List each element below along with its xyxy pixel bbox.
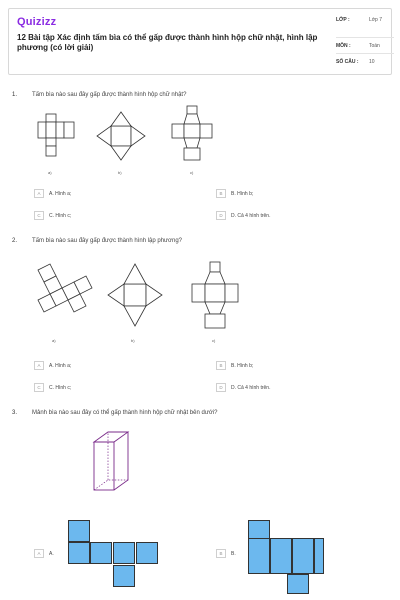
question-number: 2. bbox=[12, 238, 18, 244]
net-face bbox=[136, 542, 158, 564]
option-letter-box: D bbox=[216, 211, 226, 220]
meta-divider bbox=[336, 53, 394, 54]
meta-class-value: Lớp 7 bbox=[369, 17, 383, 23]
question-text: Tấm bìa nào sau đây gấp được thành hình hộp chữ nhật? bbox=[32, 92, 187, 98]
net-figure-b bbox=[106, 262, 164, 328]
option-text: C. Hình c; bbox=[49, 212, 72, 219]
answer-option-b[interactable] bbox=[216, 549, 236, 558]
option-text: B. Hình b; bbox=[231, 362, 254, 369]
option-text: D. Cả 4 hình trên. bbox=[231, 384, 271, 391]
answer-option-a[interactable] bbox=[34, 549, 54, 558]
quizizz-logo[interactable]: Quizizz bbox=[17, 16, 57, 28]
option-text: B. bbox=[231, 550, 236, 557]
answer-option-b[interactable] bbox=[216, 189, 253, 198]
option-letter-box: A bbox=[34, 549, 44, 558]
option-letter-box: C bbox=[34, 383, 44, 392]
option-text: C. Hình c; bbox=[49, 384, 72, 391]
meta-divider bbox=[336, 37, 394, 38]
option-text: A. Hình a; bbox=[49, 190, 72, 197]
figure-label-b: b) bbox=[131, 338, 135, 343]
net-face bbox=[90, 542, 112, 564]
answer-option-b[interactable] bbox=[216, 361, 253, 370]
answer-option-d[interactable] bbox=[216, 383, 270, 392]
meta-class-label: LỚP : bbox=[336, 17, 350, 23]
option-text: B. Hình b; bbox=[231, 190, 254, 197]
option-letter-box: B bbox=[216, 549, 226, 558]
net-figure-c bbox=[170, 104, 214, 162]
net-face bbox=[248, 538, 270, 574]
net-face bbox=[292, 538, 314, 574]
net-face bbox=[113, 542, 135, 564]
net-figure-c bbox=[190, 260, 240, 330]
figure-label-c: c) bbox=[212, 338, 216, 343]
answer-option-a[interactable] bbox=[34, 361, 71, 370]
net-figure-a bbox=[30, 260, 94, 322]
net-face bbox=[68, 542, 90, 564]
option-letter-box: A bbox=[34, 189, 44, 198]
question-number: 3. bbox=[12, 410, 18, 416]
meta-subject-value: Toán bbox=[369, 43, 380, 49]
option-letter-box: A bbox=[34, 361, 44, 370]
answer-option-c[interactable] bbox=[34, 383, 71, 392]
figure-label-c: c) bbox=[190, 170, 194, 175]
net-figure-a bbox=[36, 112, 76, 158]
option-letter-box: B bbox=[216, 189, 226, 198]
question-text: Mảnh bìa nào sau đây có thể gấp thành hình hộp chữ nhật bên dưới? bbox=[32, 410, 218, 416]
answer-option-d[interactable] bbox=[216, 211, 270, 220]
option-letter-box: D bbox=[216, 383, 226, 392]
question-number: 1. bbox=[12, 92, 18, 98]
net-figure-b bbox=[96, 110, 146, 162]
net-face bbox=[287, 574, 309, 594]
worksheet-header bbox=[8, 8, 392, 75]
meta-subject-label: MÔN : bbox=[336, 43, 351, 49]
net-face bbox=[113, 565, 135, 587]
option-text: A. Hình a; bbox=[49, 362, 72, 369]
answer-option-a[interactable] bbox=[34, 189, 71, 198]
worksheet-title: 12 Bài tập Xác định tấm bìa có thể gấp được thành hình hộp chữ nhật, hình lập phương (có lời giải) bbox=[17, 33, 318, 52]
figure-label-b: b) bbox=[118, 170, 122, 175]
rectangular-box-figure bbox=[88, 428, 138, 494]
net-face bbox=[314, 538, 324, 574]
option-text: D. Cả 4 hình trên. bbox=[231, 212, 271, 219]
figure-label-a: a) bbox=[48, 170, 52, 175]
meta-count-value: 10 bbox=[369, 59, 375, 65]
option-text: A. bbox=[49, 550, 54, 557]
option-letter-box: C bbox=[34, 211, 44, 220]
answer-option-c[interactable] bbox=[34, 211, 71, 220]
meta-count-label: SỐ CÂU : bbox=[336, 59, 359, 65]
net-face bbox=[68, 520, 90, 542]
option-letter-box: B bbox=[216, 361, 226, 370]
question-text: Tấm bìa nào sau đây gấp được thành hình lập phương? bbox=[32, 238, 183, 244]
net-face bbox=[270, 538, 292, 574]
figure-label-a: a) bbox=[52, 338, 56, 343]
